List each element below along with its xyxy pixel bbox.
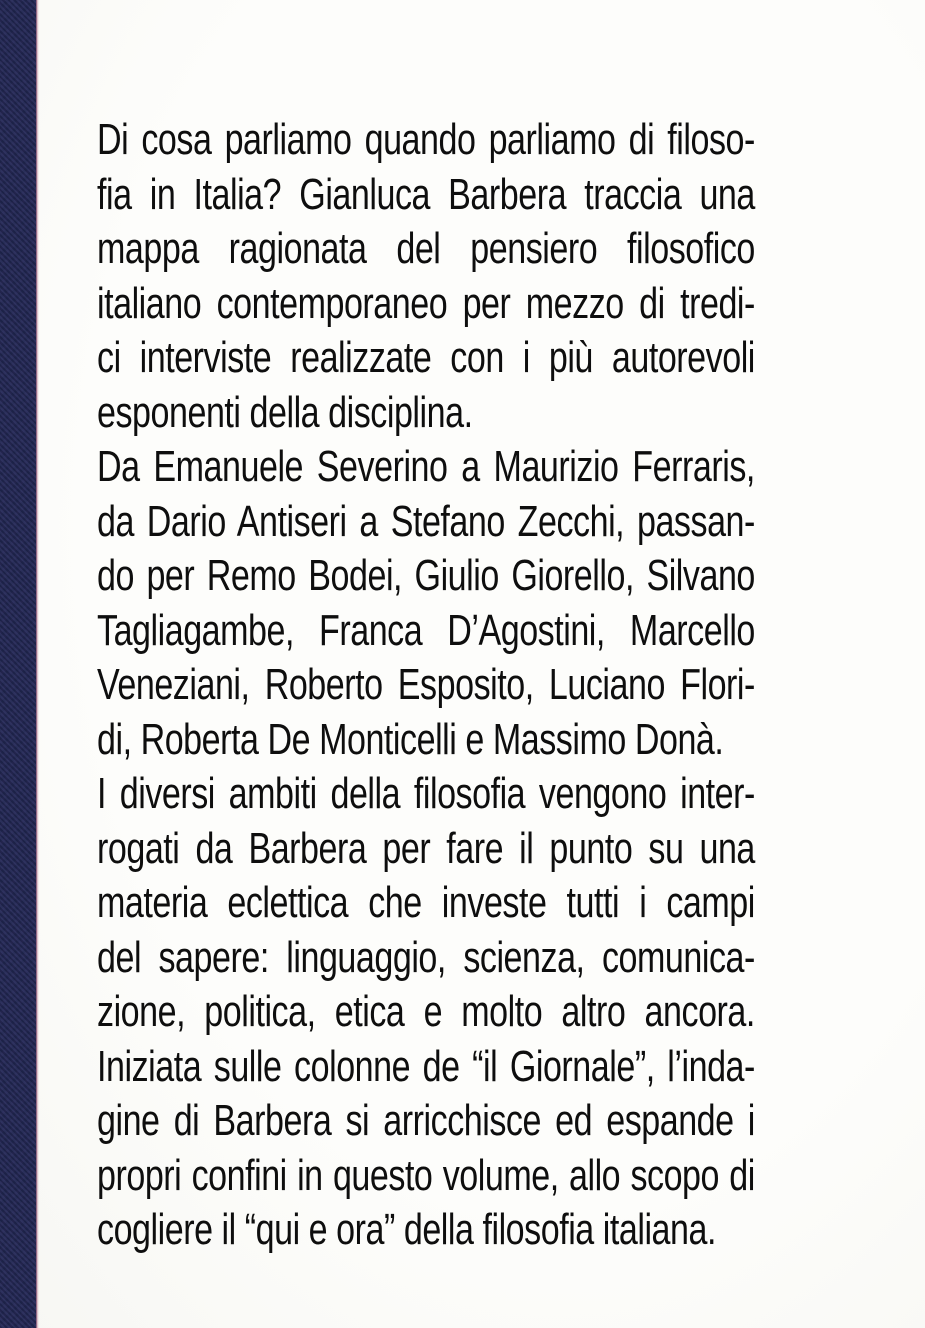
text-line: di, Roberta De Monticelli e Massimo Donà. [97, 714, 724, 764]
text-line: do per Remo Bodei, Giulio Giorello, Silvano [97, 551, 755, 600]
text-line: esponenti della disciplina. [97, 387, 473, 437]
blurb-text-block [97, 113, 755, 1258]
text-line: da Dario Antiseri a Stefano Zecchi, passan- [97, 496, 755, 546]
blurb-paragraph-3 [97, 767, 755, 1258]
text-line: ci interviste realizzate con i più autorevoli [97, 333, 755, 382]
text-line: cogliere il “qui e ora” della filosofia italiana. [97, 1205, 716, 1254]
text-line: mappa ragionata del pensiero filosofico [97, 224, 755, 273]
blurb-paragraph-1 [97, 113, 755, 440]
text-line: del sapere: linguaggio, scienza, comunica- [97, 932, 755, 982]
text-line: rogati da Barbera per fare il punto su una [97, 823, 755, 873]
text-line: fia in Italia? Gianluca Barbera traccia una [97, 169, 755, 219]
text-line: zione, politica, etica e molto altro ancora. [97, 987, 755, 1036]
text-line: Tagliagambe, Franca D’Agostini, Marcello [97, 605, 755, 655]
text-line: italiano contemporaneo per mezzo di tredi- [97, 278, 755, 328]
text-line: Veneziani, Roberto Esposito, Luciano Flori- [97, 660, 755, 709]
text-line: Iniziata sulle colonne de “il Giornale”, l’inda- [97, 1041, 755, 1091]
text-line: gine di Barbera si arricchisce ed espande i [97, 1096, 755, 1145]
condensed-text-wrapper [97, 113, 755, 1258]
book-spine-strip [0, 0, 36, 1328]
text-line: propri confini in questo volume, allo scopo di [97, 1150, 755, 1200]
text-line: I diversi ambiti della filosofia vengono inter- [97, 769, 755, 818]
text-line: Di cosa parliamo quando parliamo di filoso- [97, 115, 755, 164]
spine-edge-highlight [36, 0, 39, 1328]
blurb-paragraph-2 [97, 440, 755, 767]
text-line: materia eclettica che investe tutti i campi [97, 878, 755, 927]
text-line: Da Emanuele Severino a Maurizio Ferraris, [97, 442, 755, 491]
